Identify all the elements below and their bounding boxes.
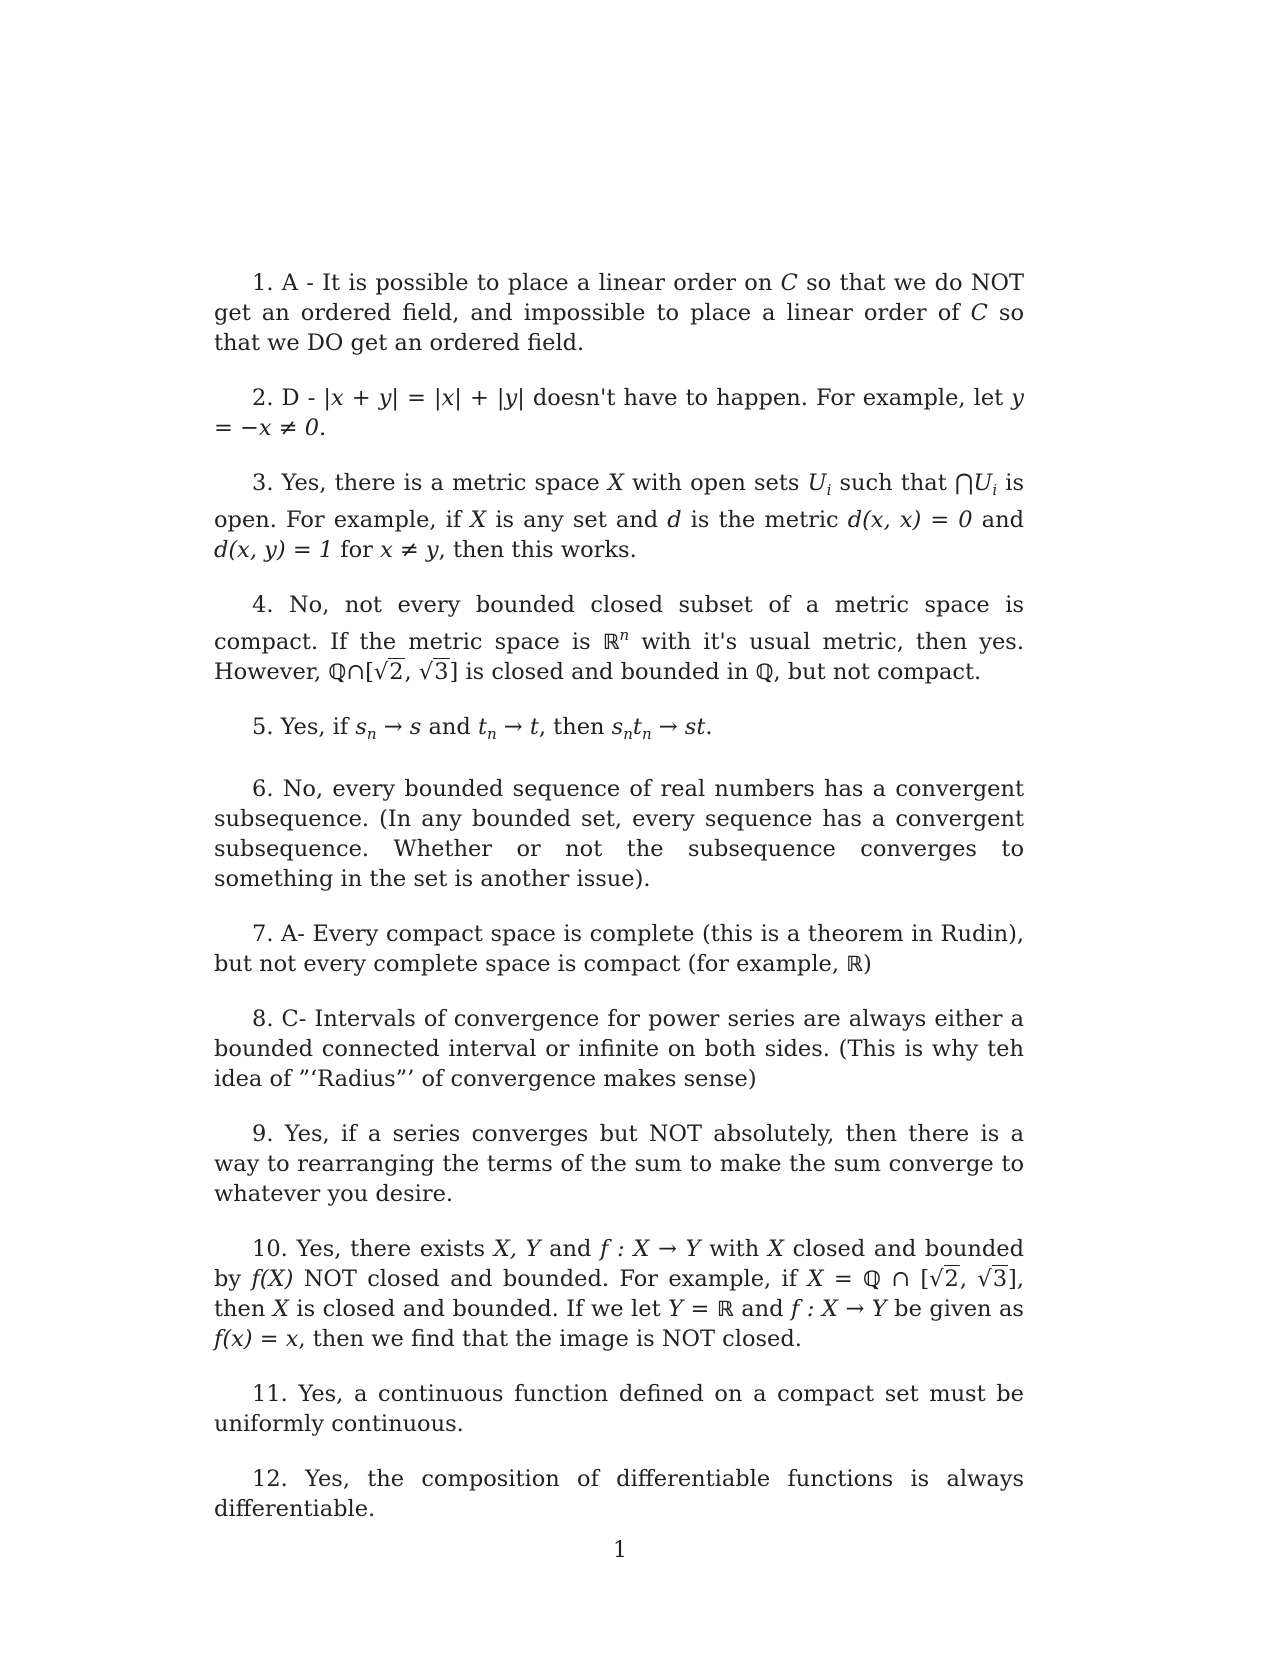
answer-9: 9. Yes, if a series converges but NOT absolutely, then there is a way to rearranging the terms of the sum to make the sum converge to whatever you desire.: [214, 1121, 1024, 1207]
sqrt-3b: √3: [977, 1266, 1008, 1292]
sqrt-2: √2: [373, 659, 404, 685]
answer-11: 11. Yes, a continuous function defined on a compact set must be uniformly continuous.: [214, 1381, 1024, 1437]
answer-5: 5. Yes, if $s_n \to s$ and $t_n \to t$, then $s_nt_n$ → st.: [252, 714, 713, 743]
answer-4: 4. No, not every bounded closed subset of a metric space is compact. If the metric space is ℝ$^n$ with it's usual metric, then yes. However, ℚ∩[√2, √3] is closed and bounded in ℚ, but not compact.: [214, 592, 1024, 685]
page-number: 1: [613, 1538, 627, 1563]
sqrt-2b: √2: [929, 1266, 959, 1292]
answer-6: 6. No, every bounded sequence of real numbers has a convergent subsequence. (In any bounded set, every sequence has a convergent subsequence. Whether or not the subsequence converges to something in the set is another issue).: [214, 776, 1024, 892]
answer-2: 2. D - |x + y| = |x| + |y| doesn't have to happen. For example, let y = −x ≠ 0.: [214, 385, 1024, 441]
answer-8: 8. C- Intervals of convergence for power series are always either a bounded connected interval or infinite on both sides. (This is why teh idea of ”‘Radius”’ of convergence makes sense): [214, 1006, 1024, 1092]
answer-10: 10. Yes, there exists X, Y and f : X → Y with X closed and bounded by f(X) NOT closed and bounded. For example, if X = ℚ ∩ [√2, √3], then X is closed and bounded. If we let Y = ℝ and f : X → Y be given as f(x) = x, then we find that the image is NOT closed.: [214, 1236, 1024, 1352]
answer-3: 3. Yes, there is a metric space X with open sets $U_i$ such that $⋂U_i$ is open. For example, if X is any set and d is the metric d(x, x) = 0 and d(x, y) = 1 for x ≠ y, then this works.: [214, 470, 1024, 563]
answer-7: 7. A- Every compact space is complete (this is a theorem in Rudin), but not every complete space is compact (for example, ℝ): [214, 921, 1024, 977]
sqrt-3: √3: [418, 659, 449, 685]
answer-12: 12. Yes, the composition of differentiable functions is always differentiable.: [214, 1466, 1024, 1522]
answer-1: 1. A - It is possible to place a linear order on C so that we do NOT get an ordered field, and impossible to place a linear order of C so that we DO get an ordered field.: [214, 270, 1024, 356]
answer-list: [214, 268, 1024, 1549]
